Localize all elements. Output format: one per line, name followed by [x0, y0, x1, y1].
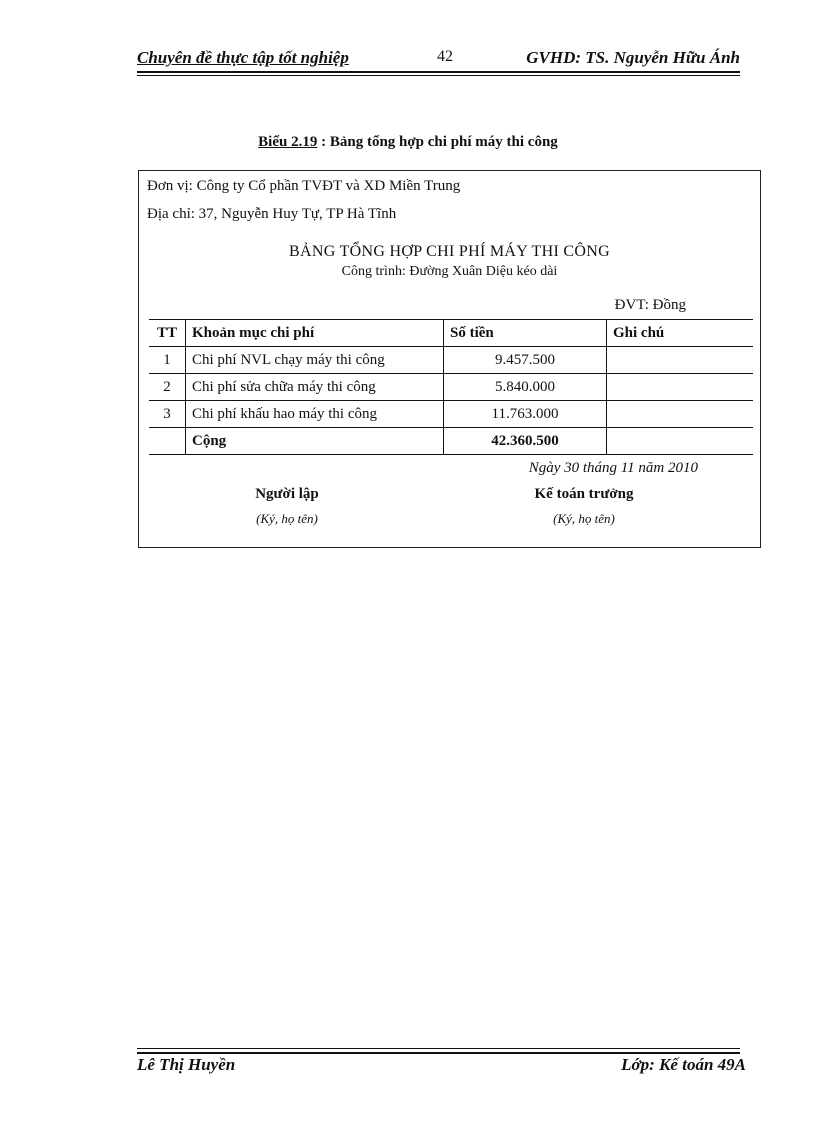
document-title: BẢNG TỔNG HỢP CHI PHÍ MÁY THI CÔNG: [289, 243, 610, 260]
row-item: Chi phí NVL chạy máy thi công: [186, 347, 444, 374]
table-total-row: [149, 428, 753, 455]
total-tt: [149, 428, 186, 455]
total-amount: 42.360.500: [444, 428, 607, 455]
preparer-note: (Ký, họ tên): [256, 511, 318, 526]
caption-label: Biểu 2.19: [258, 134, 318, 150]
row-tt: 3: [149, 401, 186, 428]
company-address: Địa chỉ: 37, Nguyễn Huy Tự, TP Hà Tĩnh: [147, 206, 397, 222]
page-header: [137, 48, 740, 70]
page-footer: [137, 1055, 746, 1077]
row-amount: 5.840.000: [444, 374, 607, 401]
figure-caption: [0, 134, 816, 151]
footer-rule: [137, 1048, 740, 1049]
row-amount: 11.763.000: [444, 401, 607, 428]
row-note: [607, 401, 754, 428]
cost-table: [149, 319, 753, 455]
page-number: 42: [437, 48, 453, 65]
header-rule: [137, 71, 740, 73]
company-unit: Đơn vị: Công ty Cổ phần TVĐT và XD Miền Trung: [147, 178, 461, 194]
caption-text: : Bảng tổng hợp chi phí máy thi công: [317, 134, 558, 150]
document-subtitle: Công trình: Đường Xuân Diệu kéo dài: [341, 264, 558, 279]
header-supervisor: GVHD: TS. Nguyễn Hữu Ánh: [526, 48, 740, 67]
row-item: Chi phí khấu hao máy thi công: [186, 401, 444, 428]
header-report-title: Chuyên đề thực tập tốt nghiệp: [137, 48, 349, 67]
header-rule: [137, 75, 740, 76]
row-note: [607, 374, 754, 401]
total-note: [607, 428, 754, 455]
chief-accountant-title: Kế toán trưởng: [534, 486, 634, 502]
row-item: Chi phí sửa chữa máy thi công: [186, 374, 444, 401]
total-label: Cộng: [186, 428, 444, 455]
footer-class: Lớp: Kế toán 49A: [621, 1055, 746, 1074]
row-amount: 9.457.500: [444, 347, 607, 374]
preparer-title: Người lập: [255, 486, 319, 502]
footer-author: Lê Thị Huyền: [137, 1055, 236, 1074]
header-note: Ghi chú: [607, 320, 754, 347]
summary-form: [138, 170, 761, 548]
footer-rule: [137, 1052, 740, 1054]
chief-accountant-note: (Ký, họ tên): [553, 511, 615, 526]
row-tt: 1: [149, 347, 186, 374]
header-tt: TT: [149, 320, 186, 347]
table-header-row: [149, 320, 753, 347]
currency-unit: ĐVT: Đồng: [614, 297, 686, 313]
row-tt: 2: [149, 374, 186, 401]
table-row: [149, 401, 753, 428]
row-note: [607, 347, 754, 374]
header-item: Khoản mục chi phí: [186, 320, 444, 347]
header-amount: Số tiền: [444, 320, 607, 347]
table-row: [149, 374, 753, 401]
table-row: [149, 347, 753, 374]
sign-date: Ngày 30 tháng 11 năm 2010: [528, 460, 698, 476]
